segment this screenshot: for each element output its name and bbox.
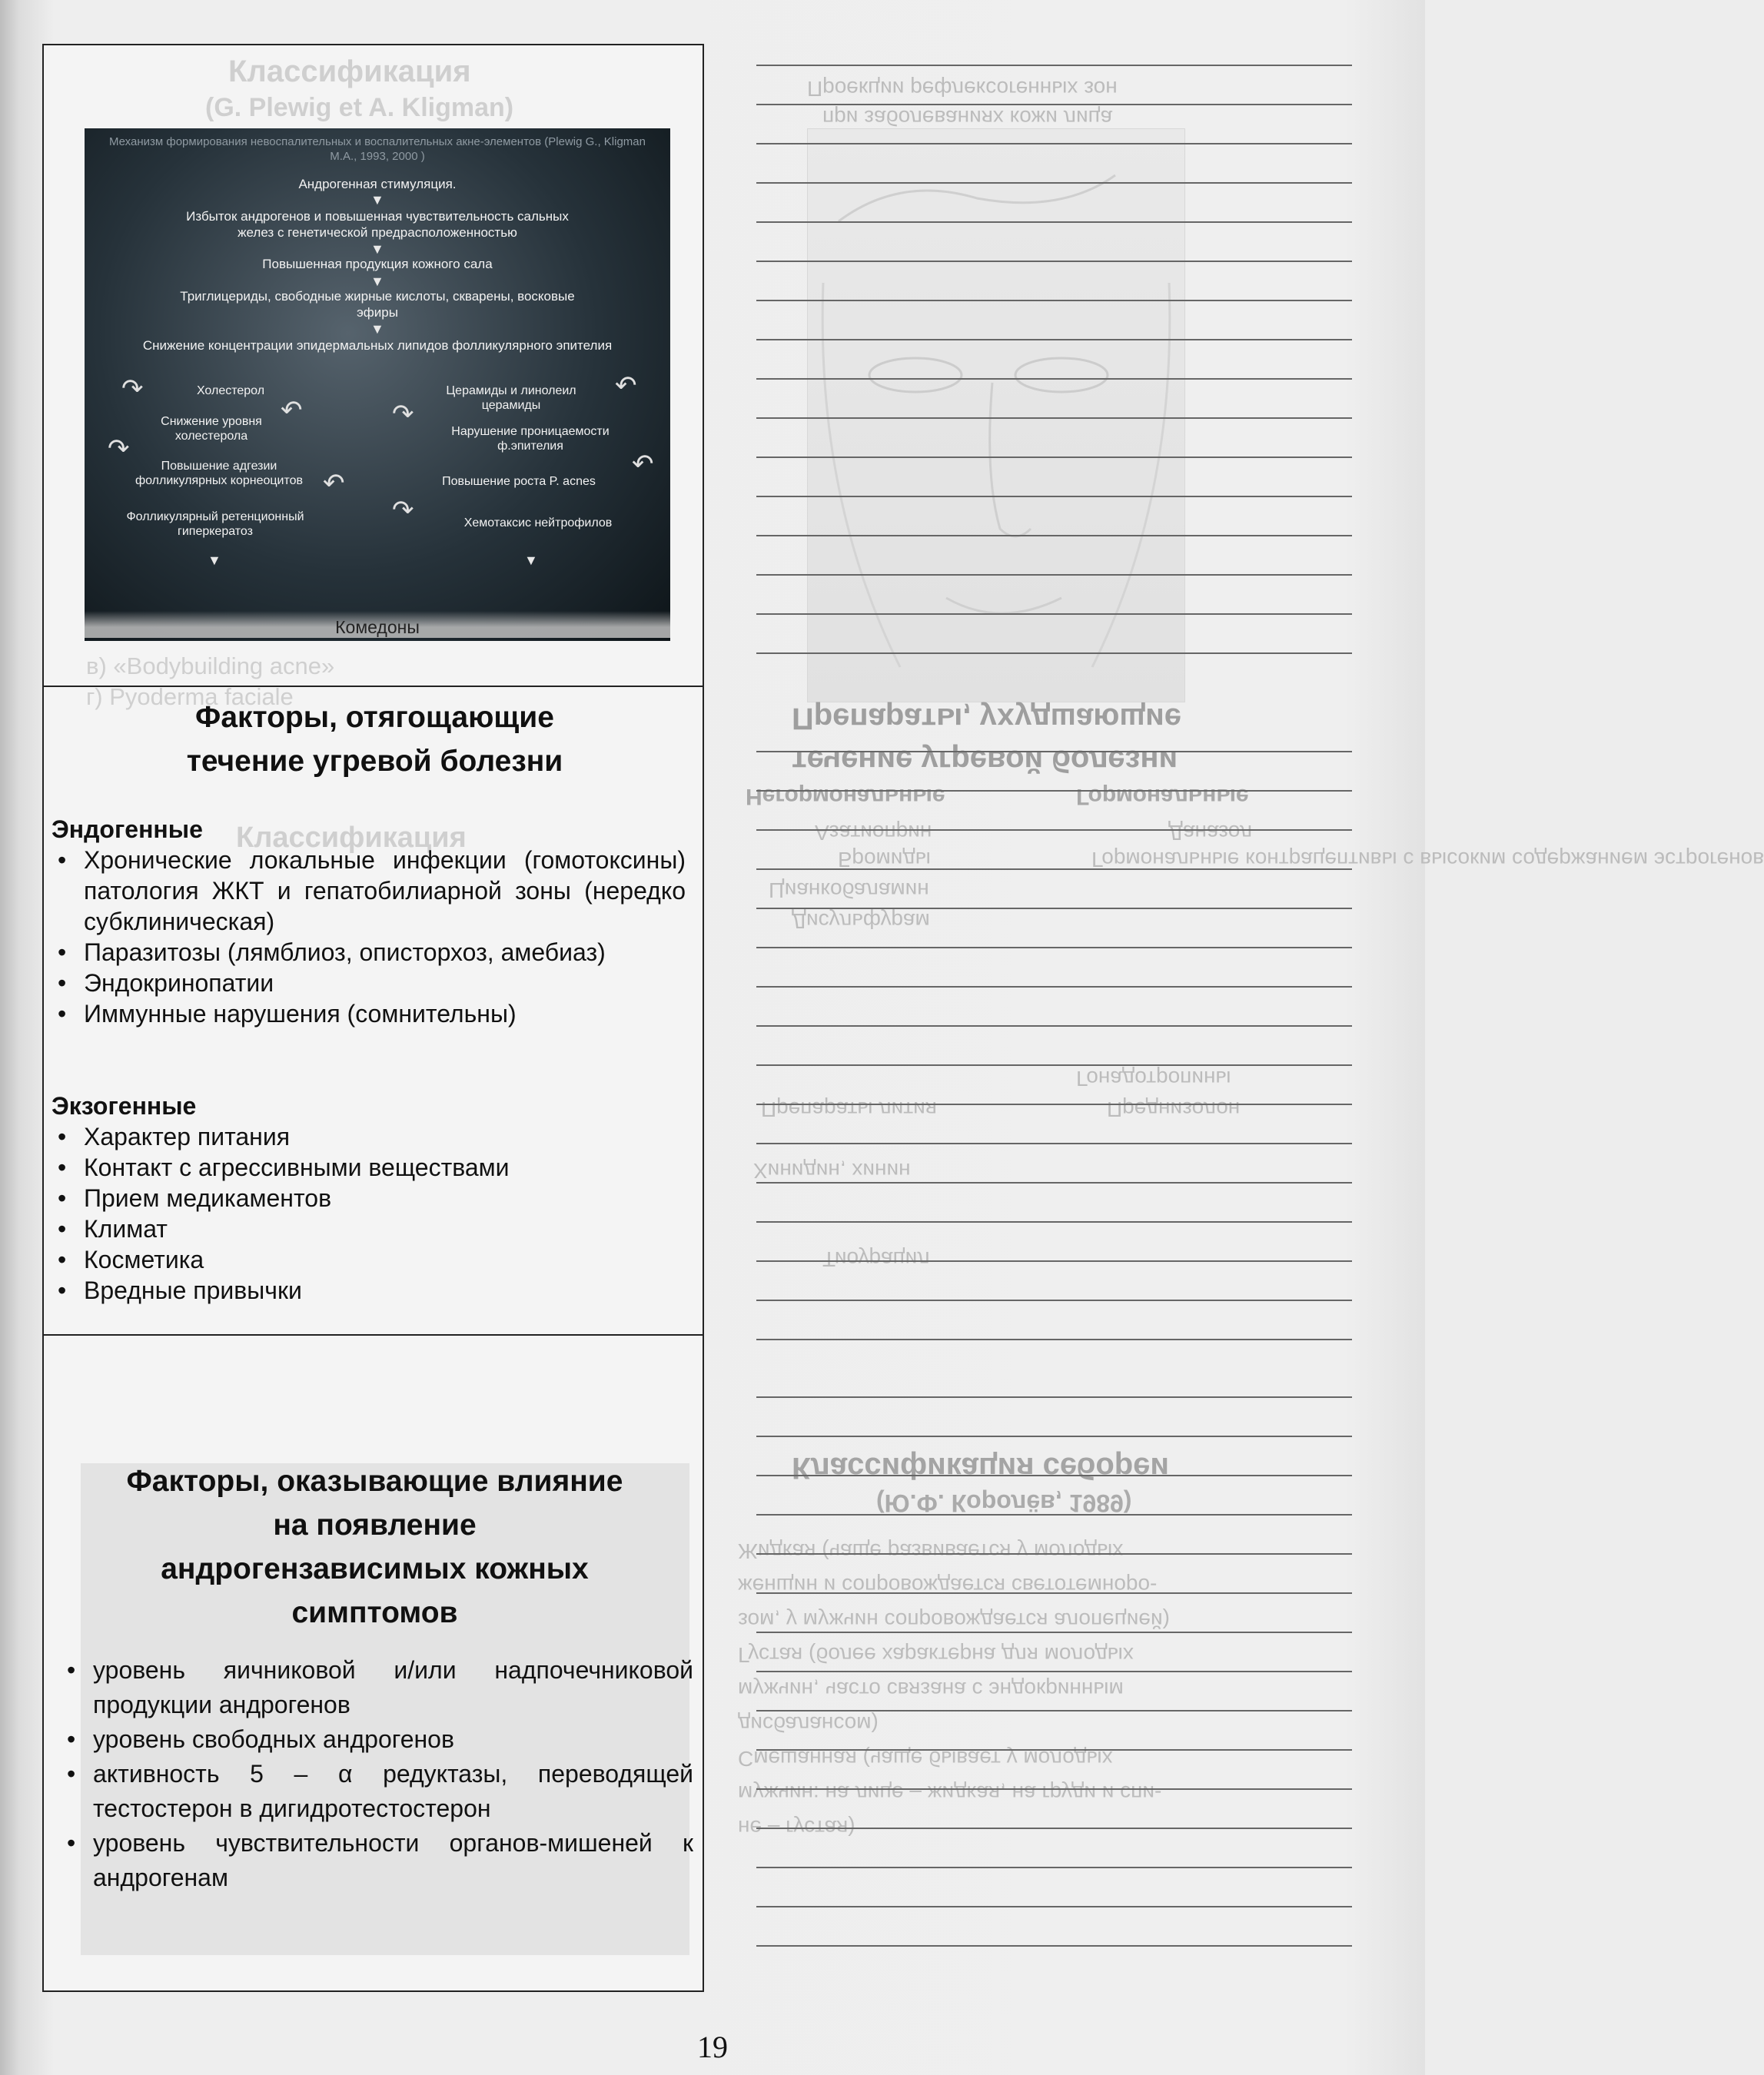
list-item: • активность 5 – α редуктазы, переводящей тестостерон в дигидротестостерон: [67, 1760, 693, 1822]
list-item-text: Эндокринопатии: [84, 969, 274, 997]
note-line: [756, 1260, 1352, 1262]
list-item-text: Характер питания: [84, 1123, 291, 1150]
note-line: [756, 1710, 1352, 1711]
list-item-text: Паразитозы (лямблиоз, описторхоз, амебиаз): [84, 938, 606, 966]
bleed-drugs-hormonal-label: Гормональные: [1076, 784, 1249, 809]
right-notes-panel: [707, 44, 1764, 1992]
list-item-text: уровень яичниковой и/или надпочечниковой продукции андрогенов: [93, 1656, 693, 1718]
note-line: [756, 1396, 1352, 1398]
bleed-drug-n2: Бромиды: [838, 848, 931, 872]
bleed-seb-line6: дисбалансом): [738, 1712, 879, 1736]
slide-divider: [44, 686, 703, 687]
list-item-text: уровень чувствительности органов-мишеней к андрогенам: [93, 1829, 693, 1891]
acne-mechanism-slide: [85, 128, 670, 641]
note-line: [756, 1182, 1352, 1184]
comedones-label: Комедоны: [85, 611, 670, 638]
list-item-text: Прием медикаментов: [84, 1184, 332, 1212]
note-line: [756, 261, 1352, 262]
curved-arrow-icon: ↷: [392, 400, 414, 429]
note-line: [756, 300, 1352, 301]
left-slides-panel: [42, 44, 704, 1992]
arrow-down-icon: ▼: [370, 192, 384, 208]
note-line: [756, 535, 1352, 536]
list-item-text: Косметика: [84, 1246, 204, 1273]
page-number: 19: [697, 2030, 728, 2064]
note-line: [756, 1025, 1352, 1027]
note-line: [756, 1671, 1352, 1672]
factors-title-line2: течение угревой болезни: [186, 745, 563, 778]
list-item-text: уровень свободных андрогенов: [93, 1725, 454, 1753]
bleed-drugs-title-2: течение угревой болезни: [792, 744, 1178, 778]
note-line: [756, 790, 1352, 792]
note-line: [756, 1104, 1352, 1105]
androgen-title-line4: симптомов: [291, 1596, 458, 1629]
bleed-seb-line7: Смешанная (чаще бывает у молодых: [738, 1747, 1113, 1771]
androgen-title-line1: Факторы, оказывающие влияние: [126, 1465, 623, 1498]
factors-title-line1: Факторы, отягощающие: [195, 701, 554, 734]
note-line: [756, 868, 1352, 870]
note-line: [756, 1788, 1352, 1790]
curved-arrow-icon: ↶: [323, 469, 345, 498]
step-androgen-excess: Избыток андрогенов и повышенная чувствительность сальных желез с генетической предрасположенностью: [186, 209, 569, 240]
step-sebum-production: Повышенная продукция кожного сала: [262, 257, 493, 271]
step-triglycerides: Триглицериды, свободные жирные кислоты, скварены, восковые эфиры: [180, 289, 575, 320]
note-line: [756, 829, 1352, 831]
note-line: [756, 1221, 1352, 1223]
note-line: [756, 908, 1352, 909]
list-item: • Прием медикаментов: [58, 1184, 332, 1212]
curved-arrow-icon: ↷: [121, 374, 144, 403]
bleed-drug-h3: Гонадотропины: [1076, 1067, 1231, 1091]
exogenous-list: [44, 1121, 686, 1306]
arrow-down-icon: ▼: [370, 241, 384, 257]
list-item: • Контакт с агрессивными веществами: [58, 1154, 510, 1181]
note-line: [756, 1514, 1352, 1516]
bleed-drugs-nonhormonal-label: Негормональные: [746, 784, 945, 809]
bleed-drug-h2: Гормональные контрацептивы с высоким содержанием эстрогенов: [1091, 848, 1764, 872]
androgen-list: [53, 1653, 693, 1895]
bleed-seb-line3: зом, у мужчин сопровождается алопецией): [738, 1609, 1170, 1632]
exogenous-heading: Экзогенные: [51, 1092, 197, 1120]
left-chain-cholesterol-decrease: Снижение уровня холестерола: [161, 415, 262, 443]
bleed-drug-n3: Цианкобаламин: [769, 878, 929, 902]
curved-arrow-icon: ↶: [281, 396, 303, 425]
right-chain-ceramides: Церамиды и линолеил церамиды: [446, 384, 576, 412]
note-line: [756, 1945, 1352, 1947]
note-line: [756, 1632, 1352, 1633]
list-item: • Косметика: [58, 1246, 204, 1273]
list-item: • Вредные привычки: [58, 1277, 302, 1304]
note-line: [756, 456, 1352, 458]
curved-arrow-icon: ↶: [615, 371, 637, 400]
right-chain-permeability: Нарушение проницаемости ф.эпителия: [451, 425, 610, 453]
bleed-drug-n1: Азатиоприн: [815, 821, 932, 845]
bleed-drug-n8: Препараты лития: [761, 1097, 937, 1121]
bleed-drug-h4: Преднизолон: [1107, 1097, 1241, 1121]
arrow-down-icon: ▼: [208, 553, 221, 568]
note-line: [756, 1749, 1352, 1751]
arrow-down-icon: ▼: [370, 321, 384, 337]
note-line: [756, 1436, 1352, 1437]
list-item: • Иммунные нарушения (сомнительны): [58, 1000, 517, 1028]
bleed-seb-line9: не – густая): [738, 1816, 855, 1840]
right-chain-p-acnes: Повышение роста P. acnes: [442, 475, 596, 488]
bleed-drug-n12: Тиоурацил: [822, 1247, 930, 1271]
note-line: [756, 496, 1352, 497]
slide-divider: [44, 1334, 703, 1336]
ghost-classification-subtitle: (G. Plewig et A. Kligman): [205, 93, 514, 122]
bleed-drugs-title-1: Препараты, ухудшающие: [792, 702, 1181, 735]
bleed-caption-line1: Проекции рефлексогенных зон: [807, 77, 1118, 101]
curved-arrow-icon: ↷: [108, 434, 130, 463]
bleed-seb-title-2: (Ю.Ф. Королёв, 1989): [876, 1489, 1132, 1517]
androgen-title-line3: андрогензависимых кожных: [161, 1552, 589, 1585]
ghost-pyoderma-faciale: г) Pyoderma faciale: [86, 683, 294, 710]
right-chain-chemotaxis: Хемотаксис нейтрофилов: [463, 516, 613, 530]
step-lipid-decrease: Снижение концентрации эпидермальных липидов фолликулярного эпителия: [142, 338, 613, 353]
note-line: [756, 1553, 1352, 1555]
note-line: [756, 104, 1352, 105]
list-item: • Климат: [58, 1215, 168, 1243]
note-line: [756, 1064, 1352, 1066]
note-line: [756, 182, 1352, 184]
left-chain-hyperkeratosis: Фолликулярный ретенционный гиперкератоз: [126, 510, 304, 538]
bleed-drug-n4: Дисульфурам: [792, 909, 930, 933]
note-line: [756, 221, 1352, 223]
face-sketch-icon: [808, 129, 1184, 702]
bleed-caption-line2: при заболеваниях кожи лица: [822, 106, 1113, 130]
note-line: [756, 378, 1352, 380]
ghost-classification-title: Классификация: [228, 55, 471, 88]
note-line: [756, 947, 1352, 948]
note-line: [756, 65, 1352, 66]
list-item-text: Вредные привычки: [84, 1277, 302, 1304]
face-reflex-zones-image: [807, 128, 1185, 702]
arrow-down-icon: ▼: [370, 274, 384, 289]
note-line: [756, 1300, 1352, 1301]
list-item: • уровень свободных андрогенов: [67, 1725, 454, 1753]
list-item: • Хронические локальные инфекции (гомотоксины) патология ЖКТ и гепатобилиарной зоны (нередко субклиническая): [58, 846, 686, 935]
list-item: • Паразитозы (лямблиоз, описторхоз, амебиаз): [58, 938, 606, 966]
curved-arrow-icon: ↶: [632, 450, 654, 479]
list-item-text: Контакт с агрессивными веществами: [84, 1154, 510, 1181]
note-line: [756, 1592, 1352, 1594]
note-line: [756, 574, 1352, 576]
note-line: [756, 1828, 1352, 1829]
list-item: • уровень яичниковой и/или надпочечниковой продукции андрогенов: [67, 1656, 693, 1718]
list-item-text: Хронические локальные инфекции (гомотоксины) патология ЖКТ и гепатобилиарной зоны (нередко субклиническая): [84, 846, 686, 935]
list-item: • Характер питания: [58, 1123, 291, 1150]
ghost-classification-behind: Классификация: [236, 822, 467, 854]
endogenous-list: [44, 845, 686, 1029]
slide-header: Механизм формирования невоспалительных и воспалительных акне-элементов (Plewig G., Kligman M.A., 1993, 2000 ): [109, 135, 646, 163]
bleed-seb-line5: мужчин, часто связана с эндокринным: [738, 1678, 1124, 1702]
note-line: [756, 652, 1352, 654]
step-androgen-stimulation: Андрогенная стимуляция.: [298, 177, 457, 191]
note-line: [756, 143, 1352, 144]
bleed-seb-line8: мужчин: на лице – жидкая, на груди и спи-: [738, 1781, 1162, 1805]
note-line: [756, 339, 1352, 340]
note-line: [756, 1867, 1352, 1868]
curved-arrow-icon: ↷: [392, 496, 414, 525]
list-item-text: Климат: [84, 1215, 168, 1243]
bleed-drug-n10: Хинидин, хинин: [753, 1159, 911, 1183]
note-line: [756, 986, 1352, 988]
note-line: [756, 1339, 1352, 1340]
note-line: [756, 751, 1352, 752]
list-item: • уровень чувствительности органов-мишеней к андрогенам: [67, 1829, 693, 1891]
list-item: • Эндокринопатии: [58, 969, 274, 997]
endogenous-heading: Эндогенные: [51, 815, 203, 843]
androgen-title-line2: на появление: [273, 1509, 477, 1542]
bleed-drug-h1: Даназол: [1168, 821, 1253, 845]
note-line: [756, 1475, 1352, 1476]
list-item-text: активность 5 – α редуктазы, переводящей тестостерон в дигидротестостерон: [93, 1760, 693, 1822]
left-chain-adhesion: Повышение адгезии фолликулярных корнеоцитов: [135, 460, 304, 487]
note-line: [756, 1906, 1352, 1907]
bleed-seb-title-1: Классификация себореи: [792, 1451, 1170, 1485]
arrow-down-icon: ▼: [524, 553, 538, 568]
ghost-bodybuilding-acne: в) «Bodybuilding acne»: [86, 652, 335, 679]
list-item-text: Иммунные нарушения (сомнительны): [84, 1000, 517, 1028]
left-chain-cholesterol: Холестерол: [196, 384, 265, 397]
note-line: [756, 613, 1352, 615]
note-line: [756, 417, 1352, 419]
bleed-seb-line4: Густая (более характерна для молодых: [738, 1643, 1134, 1667]
bleed-seb-line1: Жидкая (чаще развивается у молодых: [738, 1539, 1124, 1563]
note-line: [756, 1143, 1352, 1144]
bleed-seb-line2: женщин и сопровождается светотемноро-: [738, 1574, 1158, 1598]
